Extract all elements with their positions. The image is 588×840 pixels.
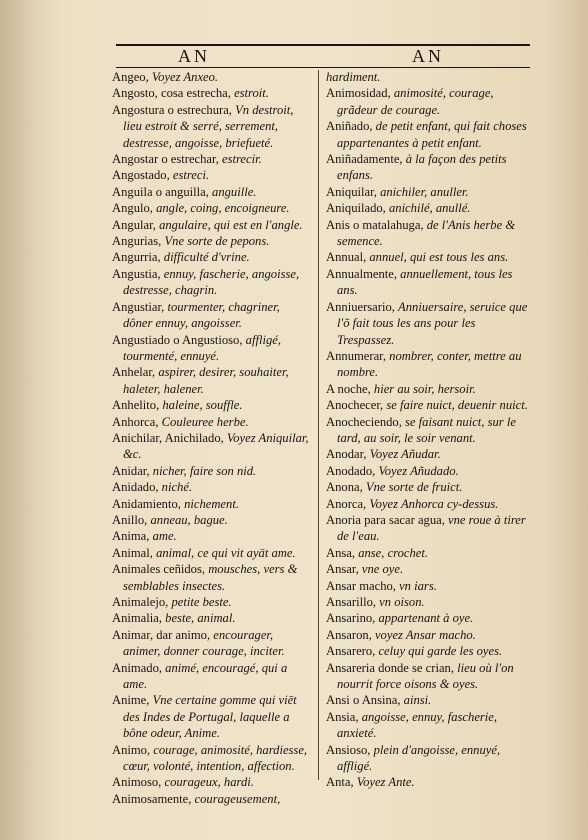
- entry-translation: aspirer, desirer, souhaiter, haleter, halener.: [123, 365, 289, 396]
- entry-headword: Ansar,: [326, 562, 362, 577]
- dictionary-entry: [326, 479, 532, 495]
- entry-headword: Angostado,: [112, 168, 173, 183]
- binding-shadow: [0, 0, 60, 840]
- entry-headword: A noche,: [326, 381, 374, 396]
- entry-translation: angulaire, qui est en l'angle.: [159, 217, 303, 232]
- entry-headword: Anodar,: [326, 447, 370, 462]
- dictionary-entry: [326, 446, 532, 462]
- entry-translation: angle, coing, encoigneure.: [156, 201, 290, 216]
- entry-headword: Ansareria donde se crian,: [326, 660, 458, 675]
- dictionary-entry: [112, 627, 312, 660]
- entry-headword: Ansarillo,: [326, 595, 380, 609]
- entry-headword: Ansaron,: [326, 627, 375, 642]
- entry-headword: Anocheciendo,: [326, 414, 406, 429]
- entry-headword: Aniñadamente,: [326, 152, 406, 167]
- entry-headword: Animosamente,: [112, 791, 195, 806]
- entry-headword: Anima,: [112, 529, 153, 544]
- dictionary-entry: [326, 692, 532, 708]
- entry-translation: Voyez Añudado.: [378, 463, 459, 478]
- dictionary-entry: [326, 69, 532, 85]
- entry-headword: Animalejo,: [112, 595, 172, 609]
- dictionary-entry: [326, 118, 532, 151]
- entry-translation: ame.: [152, 529, 177, 544]
- dictionary-entry: [326, 496, 532, 512]
- dictionary-entry: [112, 660, 312, 693]
- dictionary-entry: [112, 791, 312, 807]
- entry-translation: nombrer, conter, mettre au nombre.: [337, 348, 522, 380]
- entry-headword: Annumerar,: [326, 348, 390, 363]
- entry-translation: se faire nuict, deuenir nuict.: [386, 398, 528, 413]
- entry-translation: affligé, tourmenté, ennuyé.: [123, 332, 281, 363]
- entry-translation: hardiment.: [326, 70, 381, 84]
- entry-translation: anguille.: [212, 184, 257, 199]
- entry-headword: Ansia,: [326, 709, 362, 724]
- entry-headword: Anniuersario,: [326, 299, 399, 314]
- entry-translation: estreci.: [172, 168, 210, 183]
- dictionary-entry: [326, 594, 532, 610]
- entry-translation: Vne sorte de pepons.: [164, 234, 270, 249]
- dictionary-entry: [326, 512, 532, 545]
- entry-headword: Annual,: [326, 250, 370, 265]
- dictionary-entry: [112, 184, 312, 200]
- dictionary-entry: [112, 102, 312, 151]
- entry-translation: à la façon des petits enfans.: [337, 152, 507, 183]
- dictionary-entry: [326, 774, 532, 790]
- dictionary-entry: [112, 479, 312, 495]
- right-column: [326, 69, 532, 791]
- entry-translation: lieu où l'on nourrit force oisons & oyes.: [337, 660, 514, 692]
- entry-headword: Anhorca,: [112, 414, 162, 429]
- entry-headword: Angostar o estrechar,: [112, 152, 222, 167]
- dictionary-entry: [326, 414, 532, 447]
- dictionary-entry: [112, 594, 312, 610]
- dictionary-entry: [326, 709, 532, 742]
- entry-translation: beste, animal.: [165, 611, 236, 626]
- entry-translation: de petit enfant, qui fait choses appartenantes à petit enfant.: [337, 119, 527, 150]
- dictionary-entry: [112, 430, 312, 463]
- entry-translation: vn oison.: [379, 595, 425, 609]
- entry-translation: tourmenter, chagriner, dôner ennuy, angoisser.: [123, 299, 280, 331]
- entry-headword: Angustia,: [112, 266, 164, 281]
- entry-headword: Ansioso,: [326, 742, 374, 757]
- entry-translation: difficulté d'vrine.: [163, 250, 250, 265]
- entry-translation: vne roue à tirer de l'eau.: [337, 512, 526, 544]
- entry-translation: ennuy, fascherie, angoisse, destresse, chagrin.: [123, 266, 300, 298]
- entry-translation: Voyez Añudar.: [369, 447, 441, 462]
- dictionary-entry: [112, 561, 312, 594]
- entry-headword: Angeo,: [112, 70, 152, 84]
- entry-translation: courageux, hardi.: [164, 775, 254, 790]
- dictionary-entry: [326, 578, 532, 594]
- dictionary-entry: [326, 266, 532, 299]
- dictionary-entry: [326, 151, 532, 184]
- dictionary-entry: [112, 512, 312, 528]
- dictionary-entry: [112, 610, 312, 626]
- entry-headword: Annualmente,: [326, 266, 401, 281]
- dictionary-entry: [326, 381, 532, 397]
- entry-translation: Anniuersaire, seruice que l'õ fait tous les ans pour les Trespassez.: [337, 299, 528, 347]
- entry-translation: annuel, qui est tous les ans.: [369, 250, 509, 265]
- entry-headword: Anichilar, Anichilado,: [112, 430, 227, 445]
- entry-headword: Anis o matalahuga,: [326, 217, 427, 232]
- dictionary-entry: [112, 200, 312, 216]
- dictionary-entry: [326, 217, 532, 250]
- dictionary-entry: [112, 397, 312, 413]
- entry-headword: Anime,: [112, 693, 153, 708]
- entry-headword: Animales ceñidos,: [112, 562, 209, 577]
- entry-headword: Animar, dar animo,: [112, 627, 214, 642]
- dictionary-entry: [326, 397, 532, 413]
- running-head-left: AN: [178, 46, 210, 66]
- entry-headword: Ansa,: [326, 545, 359, 560]
- entry-translation: niché.: [161, 480, 193, 495]
- entry-headword: Animoso,: [112, 775, 165, 790]
- dictionary-entry: [112, 332, 312, 365]
- dictionary-entry: [112, 364, 312, 397]
- dictionary-entry: [326, 660, 532, 693]
- dictionary-entry: [112, 528, 312, 544]
- entry-translation: annuellement, tous les ans.: [337, 266, 513, 298]
- dictionary-entry: [112, 545, 312, 561]
- entry-headword: Ansarero,: [326, 644, 379, 659]
- entry-translation: anichilé, anullé.: [388, 201, 471, 216]
- dictionary-entry: [326, 249, 532, 265]
- entry-translation: plein d'angoisse, ennuyé, affligé.: [337, 742, 501, 774]
- entry-headword: Animado,: [112, 660, 166, 675]
- entry-headword: Angurria,: [112, 250, 164, 265]
- header-rule-bottom: [116, 67, 530, 68]
- dictionary-entry: [326, 627, 532, 643]
- dictionary-entry: [326, 348, 532, 381]
- dictionary-entry: [326, 463, 532, 479]
- dictionary-entry: [112, 249, 312, 265]
- entry-headword: Anoria para sacar agua,: [326, 512, 449, 527]
- entry-headword: Anodado,: [326, 463, 379, 478]
- entry-headword: Aniquilado,: [326, 201, 389, 216]
- entry-translation: Vn destroit, lieu estroit & serré, serrement, destresse, angoisse, briefueté.: [123, 102, 294, 150]
- dictionary-entry: [326, 200, 532, 216]
- entry-translation: animé, encouragé, qui a ame.: [123, 660, 288, 692]
- dictionary-entry: [112, 692, 312, 741]
- entry-translation: Vne certaine gomme qui viēt des Indes de Portugal, laquelle a bône odeur, Anime.: [123, 693, 297, 741]
- entry-translation: nicher, faire son nid.: [152, 463, 257, 478]
- edge-shadow: [548, 0, 588, 840]
- entry-translation: nichement.: [184, 496, 239, 511]
- dictionary-entry: [112, 774, 312, 790]
- entry-headword: Anhelito,: [112, 398, 163, 413]
- entry-headword: Angurias,: [112, 234, 165, 249]
- entry-headword: Angulo,: [112, 201, 157, 216]
- entry-translation: haleine, souffle.: [162, 398, 243, 413]
- entry-translation: Voyez Anxeo.: [151, 70, 219, 84]
- entry-headword: Aniquilar,: [326, 184, 381, 199]
- dictionary-entry: [326, 742, 532, 775]
- entry-headword: Angular,: [112, 217, 160, 232]
- dictionary-entry: [112, 85, 312, 101]
- dictionary-entry: [112, 167, 312, 183]
- dictionary-entry: [112, 266, 312, 299]
- entry-translation: estroit.: [234, 86, 269, 101]
- entry-translation: Vne sorte de fruict.: [365, 480, 463, 495]
- dictionary-entry: [326, 561, 532, 577]
- left-column: [112, 69, 312, 807]
- entry-headword: Anillo,: [112, 512, 151, 527]
- dictionary-entry: [112, 217, 312, 233]
- entry-translation: anichiler, anuller.: [380, 184, 469, 199]
- dictionary-entry: [326, 299, 532, 348]
- dictionary-entry: [326, 610, 532, 626]
- entry-translation: animosité, courage, grãdeur de courage.: [337, 86, 494, 117]
- entry-translation: courage, animosité, hardiesse, cœur, volonté, intention, affection.: [123, 742, 308, 774]
- entry-translation: angoisse, ennuy, fascherie, anxieté.: [337, 709, 498, 741]
- entry-headword: Ansi o Ansina,: [326, 693, 404, 708]
- entry-headword: Angustiado o Angustioso,: [112, 332, 246, 347]
- entry-headword: Anorca,: [326, 496, 370, 511]
- entry-headword: Angustiar,: [112, 299, 168, 314]
- entry-translation: estrecir.: [222, 152, 262, 167]
- entry-headword: Anochecer,: [326, 398, 387, 413]
- entry-headword: Ansar macho,: [326, 578, 400, 593]
- entry-translation: ainsi.: [403, 693, 432, 708]
- entry-translation: encourager, animer, donner courage, inciter.: [123, 627, 285, 659]
- entry-headword: Animosidad,: [326, 86, 394, 101]
- entry-translation: animal, ce qui vit ayāt ame.: [156, 545, 296, 560]
- entry-headword: Anidado,: [112, 480, 162, 495]
- entry-translation: courageusement,: [194, 791, 281, 806]
- entry-headword: Aniñado,: [326, 119, 376, 134]
- entry-translation: Voyez Ante.: [356, 775, 415, 790]
- dictionary-entry: [326, 184, 532, 200]
- dictionary-entry: [112, 742, 312, 775]
- entry-translation: de l'Anis herbe & semence.: [337, 217, 516, 249]
- dictionary-entry: [112, 69, 312, 85]
- entry-headword: Animo,: [112, 742, 154, 757]
- entry-translation: mousches, vers & semblables insectes.: [123, 562, 298, 593]
- entry-headword: Anhelar,: [112, 365, 159, 380]
- dictionary-entry: [112, 414, 312, 430]
- entry-headword: Animal,: [112, 545, 157, 560]
- entry-translation: anneau, bague.: [150, 512, 228, 527]
- entry-translation: celuy qui garde les oyes.: [378, 644, 503, 659]
- dictionary-entry: [112, 463, 312, 479]
- entry-translation: anse, crochet.: [358, 545, 429, 560]
- entry-translation: se faisant nuict, sur le tard, au soir, le soir venant.: [337, 414, 516, 445]
- dictionary-entry: [326, 85, 532, 118]
- entry-headword: Animalia,: [112, 611, 166, 626]
- dictionary-entry: [112, 233, 312, 249]
- entry-translation: Voyez Anhorca cy-dessus.: [369, 496, 499, 511]
- entry-headword: Anta,: [326, 775, 357, 790]
- column-divider: [318, 70, 319, 780]
- entry-translation: Couleuree herbe.: [161, 414, 249, 429]
- dictionary-entry: [112, 151, 312, 167]
- entry-headword: Angostura o estrechura,: [112, 102, 236, 117]
- entry-translation: voyez Ansar macho.: [374, 627, 476, 642]
- entry-translation: petite beste.: [171, 595, 232, 609]
- entry-translation: appartenant à oye.: [378, 611, 474, 626]
- entry-translation: vn iars.: [399, 578, 437, 593]
- dictionary-entry: [112, 299, 312, 332]
- entry-headword: Anguila o anguilla,: [112, 184, 213, 199]
- dictionary-entry: [326, 545, 532, 561]
- entry-translation: vne oye.: [361, 562, 404, 577]
- dictionary-entry: [326, 643, 532, 659]
- entry-translation: hier au soir, hersoir.: [373, 381, 476, 396]
- entry-headword: Anona,: [326, 480, 366, 495]
- dictionary-entry: [112, 496, 312, 512]
- entry-headword: Ansarino,: [326, 611, 379, 626]
- entry-headword: Angosto, cosa estrecha,: [112, 86, 235, 101]
- entry-translation: Voyez Aniquilar, &c.: [123, 430, 309, 462]
- running-head-right: AN: [412, 46, 444, 66]
- entry-headword: Anidamiento,: [112, 496, 185, 511]
- entry-headword: Anidar,: [112, 463, 153, 478]
